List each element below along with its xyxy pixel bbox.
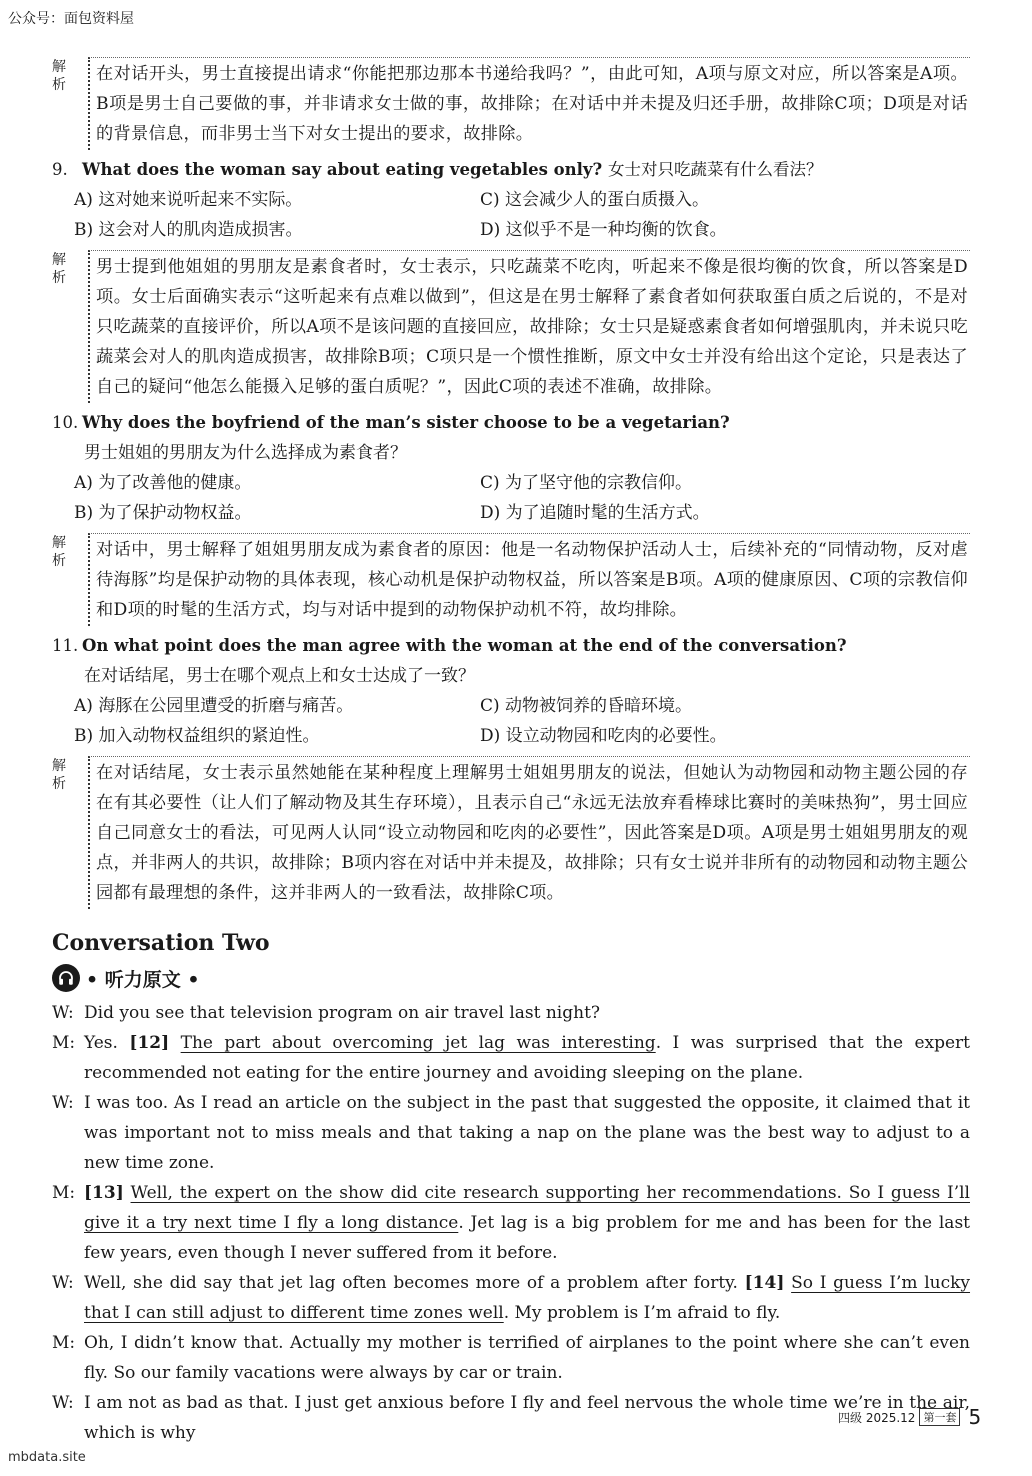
transcript-line <box>52 998 970 1028</box>
question-10 <box>52 408 970 528</box>
analysis-block-10 <box>52 528 970 631</box>
page-number: 5 <box>968 1405 982 1429</box>
option-a: A) 这对她来说听起来不实际。 <box>74 190 303 210</box>
question-tag: [12] <box>129 1033 170 1053</box>
speaker: W: <box>52 1393 74 1413</box>
speaker: M: <box>52 1333 76 1353</box>
speaker: W: <box>52 1003 74 1023</box>
utterance-text: . My problem is I’m afraid to fly. <box>503 1303 781 1323</box>
footer-site: mbdata.site <box>8 1450 86 1465</box>
option-a: A) 海豚在公园里遭受的折磨与痛苦。 <box>74 696 354 716</box>
speaker: W: <box>52 1273 74 1293</box>
options <box>52 691 970 751</box>
speaker: M: <box>52 1033 76 1053</box>
option-a: A) 为了改善他的健康。 <box>74 473 252 493</box>
analysis-block-9 <box>52 245 970 408</box>
utterance-text: Yes. <box>84 1033 130 1053</box>
question-stem <box>52 408 970 438</box>
option-d: D) 为了追随时髦的生活方式。 <box>480 503 710 523</box>
question-number: 10. <box>52 413 79 432</box>
speaker: W: <box>52 1093 74 1113</box>
analysis-text: 在对话结尾，女士表示虽然她能在某种程度上理解男士姐姐男朋友的说法，但她认为动物园和动物主题公园的存在有其必要性（让人们了解动物及其生存环境），且表示自己“永远无法放弃看棒球比赛时的美味热狗”，男士回应自己同意女士的看法，可见两人认同“设立动物园和吃肉的必要性”，因此答案是D项。A项是男士姐姐男朋友的观点，并非两人的共识，故排除；B项内容在对话中并未提及，故排除；只有女士说并非所有的动物园和动物主题公园都有最理想的条件，这并非两人的一致看法，故排除C项。 <box>96 763 968 903</box>
utterance <box>84 1268 970 1328</box>
utterance-text: . I was surprised that the expert recommended not eating for the entire journey and avoiding sleeping on the plane. <box>84 1033 971 1083</box>
utterance: Did you see that television program on air travel last night? <box>84 1003 601 1023</box>
question-en: On what point does the man agree with the woman at the end of the conversation? <box>82 636 847 655</box>
listening-subheading <box>52 962 970 994</box>
speaker: M: <box>52 1183 76 1203</box>
question-cn: 女士对只吃蔬菜有什么看法？ <box>607 160 823 179</box>
analysis-label: 解析 <box>52 59 66 93</box>
option-d: D) 这似乎不是一种均衡的饮食。 <box>480 220 727 240</box>
transcript-line <box>52 1328 970 1388</box>
question-stem <box>52 155 970 185</box>
question-en: What does the woman say about eating vegetables only? <box>82 160 603 179</box>
options <box>52 468 970 528</box>
exam-label: 四级 2025.12 <box>838 1410 916 1425</box>
analysis-label: 解析 <box>52 252 66 286</box>
analysis-text: 对话中，男士解释了姐姐男朋友成为素食者的原因：他是一名动物保护活动人士，后续补充的“同情动物，反对虐待海豚”均是保护动物的具体表现，核心动机是保护动物权益，所以答案是B项。A项的健康原因、C项的宗教信仰和D项的时髦的生活方式，均与对话中提到的动物保护动机不符，故均排除。 <box>96 540 968 620</box>
analysis-box <box>88 57 970 150</box>
transcript-line <box>52 1388 970 1448</box>
analysis-box <box>88 756 970 909</box>
question-number: 9. <box>52 160 68 179</box>
transcript-line <box>52 1088 970 1178</box>
option-c: C) 为了坚守他的宗教信仰。 <box>480 473 693 493</box>
utterance-text: Well, she did say that jet lag often becomes more of a problem after forty. <box>84 1273 745 1293</box>
utterance <box>84 1028 970 1088</box>
utterance: I am not as bad as that. I just get anxious before I fly and feel nervous the whole time we’re in the air, which is why <box>84 1393 970 1443</box>
analysis-box <box>88 250 970 403</box>
header-source: 公众号：面包资料屋 <box>8 11 134 27</box>
question-number: 11. <box>52 636 79 655</box>
question-11 <box>52 631 970 751</box>
option-c: C) 这会减少人的蛋白质摄入。 <box>480 190 710 210</box>
option-b: B) 加入动物权益组织的紧迫性。 <box>74 726 320 746</box>
analysis-label: 解析 <box>52 535 66 569</box>
analysis-text: 在对话开头，男士直接提出请求“你能把那边那本书递给我吗？”，由此可知，A项与原文对应，所以答案是A项。B项是男士自己要做的事，并非请求女士做的事，故排除；在对话中并未提及归还手册，故排除C项；D项是对话的背景信息，而非男士当下对女士提出的要求，故排除。 <box>96 64 968 144</box>
question-9 <box>52 155 970 245</box>
question-en: Why does the boyfriend of the man’s sister choose to be a vegetarian? <box>82 413 730 432</box>
utterance <box>84 1178 970 1268</box>
subheading-label: • 听力原文 • <box>86 968 200 991</box>
page-content <box>52 52 970 1448</box>
transcript-line <box>52 1268 970 1328</box>
option-d: D) 设立动物园和吃肉的必要性。 <box>480 726 727 746</box>
utterance: Oh, I didn’t know that. Actually my mother is terrified of airplanes to the point where she can’t even fly. So our family vacations were always by car or train. <box>84 1333 970 1383</box>
transcript-line <box>52 1028 970 1088</box>
analysis-label: 解析 <box>52 758 66 792</box>
transcript-line <box>52 1178 970 1268</box>
page-footer <box>838 1405 981 1429</box>
underlined-text: So I guess I’m lucky that I can still adjust to different time zones well <box>84 1273 971 1323</box>
section-title: Conversation Two <box>52 930 270 956</box>
analysis-block-8 <box>52 52 970 155</box>
question-tag: [13] <box>84 1183 124 1203</box>
analysis-box <box>88 533 970 626</box>
question-cn: 在对话结尾，男士在哪个观点上和女士达成了一致？ <box>84 666 475 686</box>
utterance-text: . Jet lag is a big problem for me and has been for the last few years, even though I never suffered from it before. <box>84 1213 970 1263</box>
set-label: 第一套 <box>919 1408 960 1426</box>
question-stem <box>52 631 970 661</box>
option-c: C) 动物被饲养的昏暗环境。 <box>480 696 693 716</box>
options <box>52 185 970 245</box>
underlined-text: Well, the expert on the show did cite research supporting her recommendations. So I guess I’ll give it a try next time I fly a long distance <box>84 1183 970 1233</box>
question-cn: 男士姐姐的男朋友为什么选择成为素食者？ <box>84 443 407 463</box>
underlined-text: The part about overcoming jet lag was interesting <box>180 1033 656 1053</box>
option-b: B) 为了保护动物权益。 <box>74 503 252 523</box>
analysis-block-11 <box>52 751 970 914</box>
question-tag: [14] <box>744 1273 785 1293</box>
analysis-text: 男士提到他姐姐的男朋友是素食者时，女士表示，只吃蔬菜不吃肉，听起来不像是很均衡的饮食，所以答案是D项。女士后面确实表示“这听起来有点难以做到”，但这是在男士解释了素食者如何获取蛋白质之后说的，不是对只吃蔬菜的直接评价，所以A项不是该问题的直接回应，故排除；女士只是疑惑素食者如何增强肌肉，并未说只吃蔬菜会对人的肌肉造成损害，故排除B项；C项只是一个惯性推断，原文中女士并没有给出这个定论，只是表达了自己的疑问“他怎么能摄入足够的蛋白质呢？”，因此C项的表述不准确，故排除。 <box>96 257 968 397</box>
option-b: B) 这会对人的肌肉造成损害。 <box>74 220 303 240</box>
headphones-icon <box>52 964 80 992</box>
utterance: I was too. As I read an article on the subject in the past that suggested the opposite, it claimed that it was important not to miss meals and that taking a nap on the plane was the best way to adjust to a new time zone. <box>84 1093 970 1173</box>
